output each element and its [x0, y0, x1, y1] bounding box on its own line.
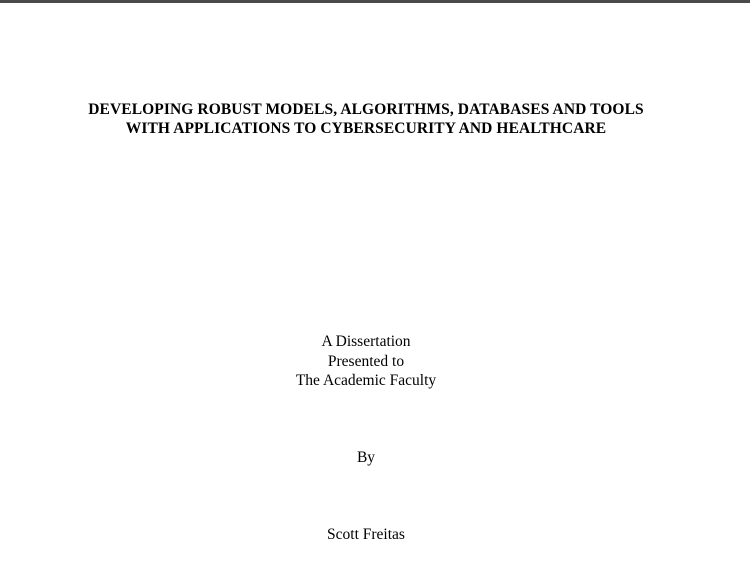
title-line-2: WITH APPLICATIONS TO CYBERSECURITY AND HEALTHCARE: [125, 120, 607, 137]
author-name: Scott Freitas: [327, 526, 405, 543]
dissertation-title: [0, 100, 732, 138]
title-line-1: DEVELOPING ROBUST MODELS, ALGORITHMS, DATABASES AND TOOLS: [88, 101, 644, 118]
by-label: By: [356, 449, 376, 466]
dissertation-statement: [0, 332, 732, 391]
document-page: [0, 3, 750, 578]
statement-line-1: A Dissertation: [321, 333, 411, 350]
statement-line-2: Presented to: [327, 352, 405, 370]
statement-line-3: The Academic Faculty: [295, 372, 437, 389]
